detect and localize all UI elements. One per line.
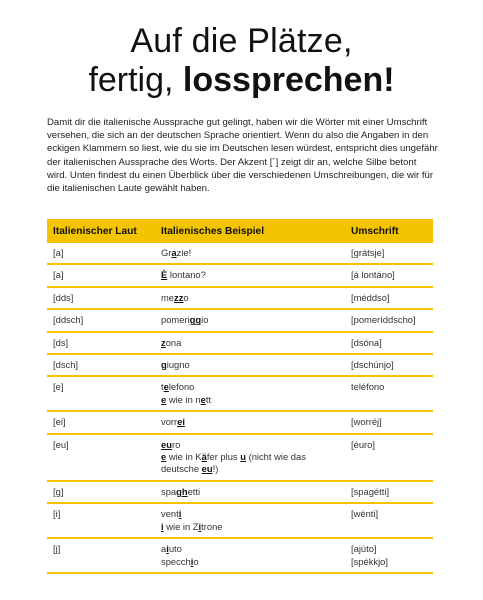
cell-example — [157, 243, 347, 263]
cell-sound: [ds] — [53, 336, 69, 348]
cell-sound: [j] — [53, 543, 61, 555]
transcription-line: [wénti] — [351, 508, 379, 520]
highlighted-letters: a — [171, 247, 177, 258]
transcription-line: [spékkjo] — [351, 555, 388, 567]
highlighted-letters: u — [240, 451, 246, 463]
cell-example — [157, 355, 347, 375]
table-row — [47, 482, 433, 504]
example-line: deutsche eu!) — [161, 463, 219, 475]
transcription-line: [worréj] — [351, 416, 382, 428]
title-line-1: Auf die Plätze, — [130, 22, 353, 60]
table-row — [47, 504, 433, 539]
cell-example — [157, 265, 347, 285]
transcription-line: [spagétti] — [351, 485, 390, 497]
cell-sound: [ei] — [53, 416, 66, 428]
highlighted-letters: e — [163, 381, 169, 393]
highlighted-letters: i — [178, 508, 182, 520]
transcription-line: [ajúto] — [351, 543, 377, 555]
highlighted-letters: i — [166, 543, 169, 555]
table-header — [47, 219, 433, 243]
highlighted-letters: e — [161, 451, 167, 463]
highlighted-letters: g — [161, 359, 167, 371]
cell-sound: [i] — [53, 508, 61, 520]
table-row — [47, 412, 433, 434]
cell-sound: [dsch] — [53, 359, 79, 371]
cell-example — [157, 288, 347, 308]
highlighted-letters: zz — [174, 291, 184, 303]
highlighted-letters: ä — [201, 451, 207, 463]
transcription-line: [dschúnjo] — [351, 359, 394, 371]
example-line: e wie in nett — [161, 393, 212, 405]
example-line: specchio — [161, 555, 199, 567]
cell-example — [157, 412, 347, 432]
cell-transcription — [347, 539, 433, 572]
cell-example — [157, 482, 347, 502]
transcription-line: [méddso] — [351, 291, 390, 303]
cell-example — [157, 310, 347, 330]
table-row — [47, 288, 433, 310]
example-line: pomeriggio — [161, 314, 209, 326]
page-title — [0, 22, 483, 100]
example-line: giugno — [161, 359, 190, 371]
cell-example — [157, 504, 347, 537]
cell-sound: [eu] — [53, 438, 69, 450]
highlighted-letters: i — [161, 520, 164, 532]
example-line: Grazie! — [161, 247, 192, 258]
transcription-line: [grátsje] — [351, 247, 385, 258]
cell-transcription — [347, 435, 433, 455]
cell-transcription — [347, 482, 433, 502]
example-line: telefono — [161, 381, 195, 393]
table-row — [47, 355, 433, 377]
transcription-line: [dsóna] — [351, 336, 382, 348]
header-transcription: Umschrift — [351, 225, 399, 237]
intro-paragraph: Damit dir die italienische Aussprache gut gelingt, haben wir die Wörter mit einer Umschrift versehen, die sich an der deutschen Sprache orientiert. Wenn du also die Angaben in den eckigen Klammern so liest, wie du sie im Deutschen lesen würdest, entspricht dies ungefähr der italienischen Aussprache des Worts. Der Akzent [´] zeigt dir an, welche Silbe betont wird. Unten findest du einen Überblick über die verschiedenen Umschreibungen, die wir für die italienischen Laute gewählt haben. — [47, 117, 438, 195]
cell-transcription — [347, 377, 433, 397]
cell-transcription — [347, 243, 433, 263]
example-line: e wie in Käfer plus u (nicht wie das — [161, 451, 306, 463]
cell-sound: [a] — [53, 247, 64, 258]
highlighted-letters: eu — [201, 463, 213, 475]
cell-example — [157, 333, 347, 353]
table-row — [47, 265, 433, 287]
table-row — [47, 333, 433, 355]
cell-sound: [dds] — [53, 291, 74, 303]
pronunciation-table — [47, 219, 433, 574]
example-line: zona — [161, 336, 182, 348]
table-row — [47, 310, 433, 332]
highlighted-letters: i — [190, 555, 194, 567]
highlighted-letters: ei — [177, 416, 185, 428]
cell-example — [157, 377, 347, 410]
header-italian-sound: Italienischer Laut — [53, 225, 137, 237]
highlighted-letters: È — [161, 269, 168, 281]
cell-transcription — [347, 288, 433, 308]
highlighted-letters: eu — [161, 438, 172, 450]
cell-transcription — [347, 504, 433, 524]
highlighted-letters: gg — [189, 314, 202, 326]
highlighted-letters: z — [161, 336, 166, 348]
header-italian-example: Italienisches Beispiel — [161, 225, 265, 237]
transcription-line: [pomeríddscho] — [351, 314, 416, 326]
cell-transcription — [347, 355, 433, 375]
cell-transcription — [347, 412, 433, 432]
table-body — [47, 243, 433, 574]
cell-transcription — [347, 310, 433, 330]
cell-sound: [ddsch] — [53, 314, 84, 326]
transcription-line: [á lontáno] — [351, 269, 395, 281]
highlighted-letters: i — [198, 520, 202, 532]
table-row — [47, 539, 433, 574]
transcription-line: teléfono — [351, 381, 385, 393]
highlighted-letters: gh — [176, 485, 188, 497]
highlighted-letters: e — [200, 393, 206, 405]
title-line-2 — [0, 60, 483, 100]
transcription-line: [éuro] — [351, 438, 375, 450]
table-row — [47, 243, 433, 265]
cell-example — [157, 539, 347, 572]
cell-sound: [a] — [53, 269, 64, 281]
example-line: spaghetti — [161, 485, 201, 497]
cell-sound: [e] — [53, 381, 64, 393]
example-line: i wie in Zitrone — [161, 520, 223, 532]
table-row — [47, 377, 433, 412]
title-line-2-bold: lossprechen! — [182, 61, 395, 99]
example-line: È lontano? — [161, 269, 206, 281]
example-line: euro — [161, 438, 181, 450]
example-line: mezzo — [161, 291, 189, 303]
cell-transcription — [347, 333, 433, 353]
cell-transcription — [347, 265, 433, 285]
cell-sound: [g] — [53, 485, 64, 497]
highlighted-letters: e — [161, 393, 167, 405]
example-line: vorrei — [161, 416, 185, 428]
example-line: venti — [161, 508, 182, 520]
example-line: aiuto — [161, 543, 182, 555]
title-line-2-regular: fertig, — [88, 61, 183, 99]
cell-example — [157, 435, 347, 480]
table-row — [47, 435, 433, 482]
